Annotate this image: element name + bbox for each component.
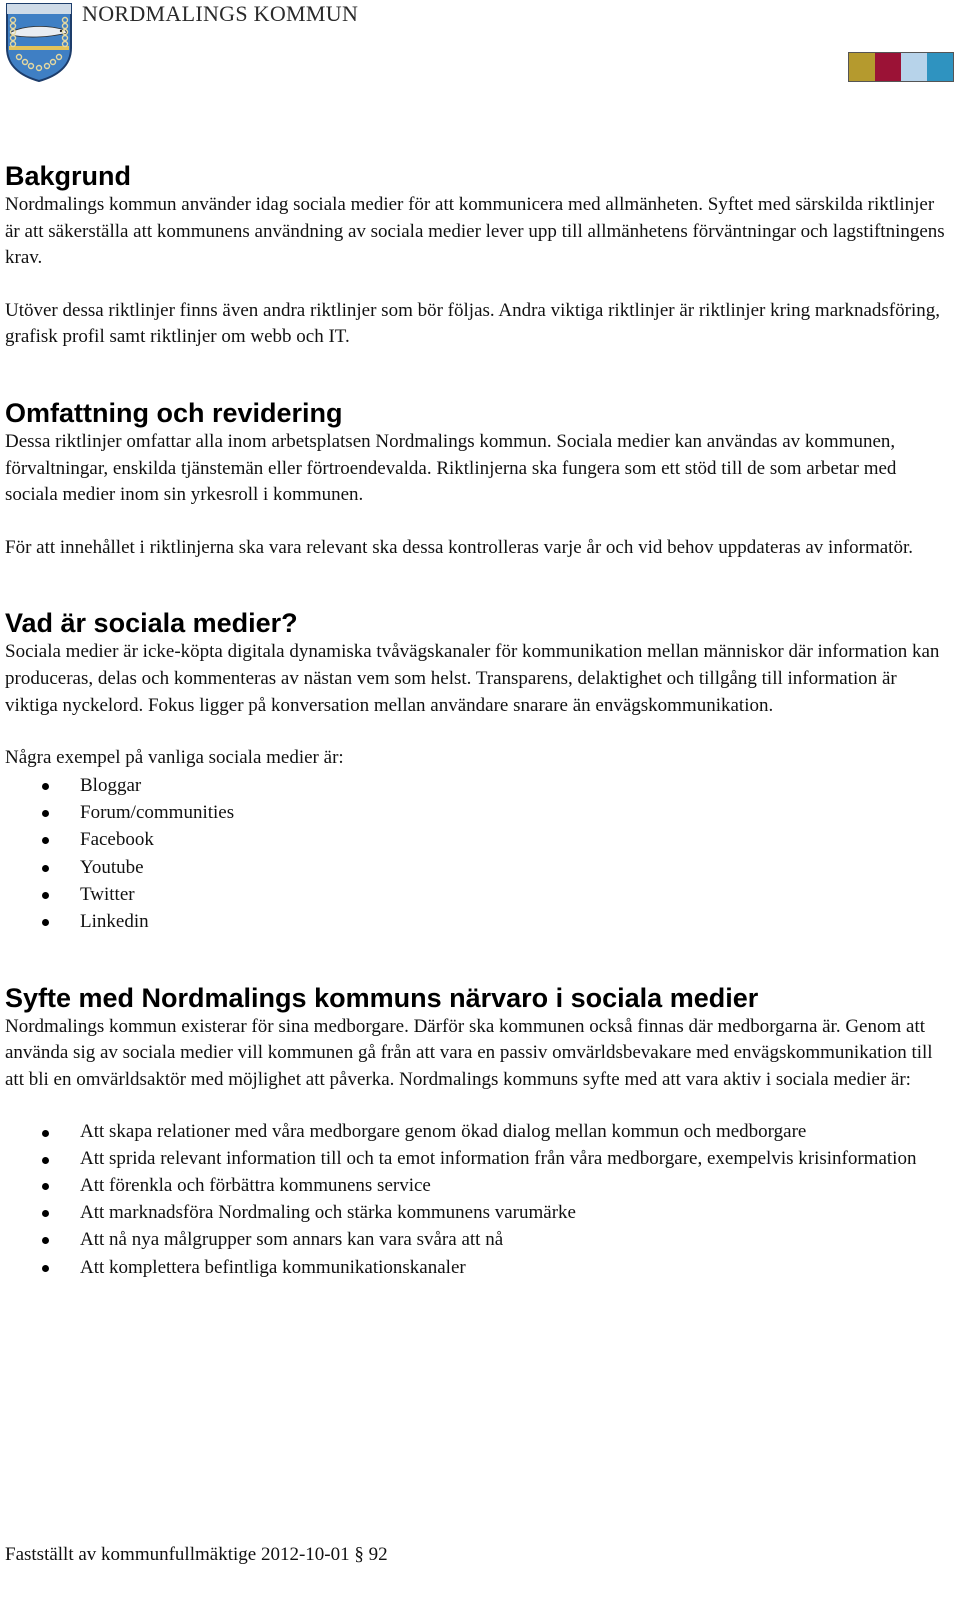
bullet-icon [42, 1210, 49, 1217]
list-item: Att skapa relationer med våra medborgare genom ökad dialog mellan kommun och medborgare [5, 1119, 950, 1145]
syfte-paragraph-1: Nordmalings kommun existerar för sina medborgare. Därför ska kommunen också finnas där medborgarna är. Genom att använda sig av sociala medier vill kommunen gå från att vara en passiv omvärldsbevakare med envägskommunikation till att bli en omvärldsaktör med möjlighet att påverka. Nordmalings kommuns syfte med att vara aktiv i sociala medier är: [5, 1015, 933, 1090]
social-media-examples-list [5, 772, 950, 936]
bullet-icon [42, 1265, 49, 1272]
color-swatch-crimson [875, 53, 901, 81]
section-heading-omfattning: Omfattning och revidering [5, 397, 343, 428]
list-item: Att förenkla och förbättra kommunens service [5, 1172, 950, 1199]
bullet-icon [42, 865, 49, 872]
omfattning-paragraph-1: Dessa riktlinjer omfattar alla inom arbetsplatsen Nordmalings kommun. Sociala medier kan användas av kommunen, förvaltningar, enskilda tjänstemän eller förtroendevalda. Riktlinjerna ska fungera som ett stöd till de som arbetar med sociala medier inom sin yrkesroll i kommunen. [5, 430, 897, 506]
vad-paragraph-2: Några exempel på vanliga sociala medier är: [5, 747, 344, 769]
brand-color-strip [848, 52, 954, 82]
section-heading-vad: Vad är sociala medier? [5, 608, 298, 639]
list-item: Att nå nya målgrupper som annars kan vara svåra att nå [5, 1226, 950, 1253]
bakgrund-paragraph-1: Nordmalings kommun använder idag sociala medier för att kommunicera med allmänheten. Syftet med särskilda riktlinjer är att säkerställa att kommunens användning av sociala medier lever upp till allmänhetens förväntningar och lagstiftningens krav. [5, 194, 945, 269]
vad-paragraph-1: Sociala medier är icke-köpta digitala dynamiska tvåvägskanaler för kommunikation mellan människor där information kan produceras, delas och kommenteras av nästan vem som helst. Transparens, delaktighet och tillgång till information är viktiga nyckelord. Fokus ligger på konversation mellan användare snarare än envägskommunikation. [5, 641, 940, 716]
list-item: Att marknadsföra Nordmaling och stärka kommunens varumärke [5, 1199, 950, 1226]
bullet-icon [42, 837, 49, 844]
document-footer: Fastställt av kommunfullmäktige 2012-10-01 § 92 [5, 1544, 388, 1565]
list-item: Bloggar [5, 772, 950, 799]
page-header [0, 0, 960, 90]
section-heading-syfte: Syfte med Nordmalings kommuns närvaro i sociala medier [5, 982, 759, 1013]
list-item: Att sprida relevant information till och ta emot information från våra medborgare, exempelvis krisinformation [5, 1146, 950, 1172]
document-body [5, 160, 950, 1281]
bullet-icon [42, 810, 49, 817]
bullet-icon [42, 1130, 49, 1137]
bullet-icon [42, 1157, 49, 1164]
color-swatch-gold [849, 53, 875, 81]
bakgrund-paragraph-2: Utöver dessa riktlinjer finns även andra riktlinjer som bör följas. Andra viktiga riktlinjer är riktlinjer kring marknadsföring, grafisk profil samt riktlinjer om webb och IT. [5, 299, 940, 348]
nordmaling-coat-of-arms-icon [5, 2, 73, 82]
section-heading-bakgrund: Bakgrund [5, 161, 132, 191]
bullet-icon [42, 1183, 49, 1190]
list-item: Linkedin [5, 908, 950, 935]
purpose-list [5, 1119, 950, 1281]
organization-name: NORDMALINGS KOMMUN [82, 1, 359, 26]
color-swatch-blue [927, 53, 953, 81]
list-item: Att komplettera befintliga kommunikationskanaler [5, 1254, 950, 1281]
bullet-icon [42, 783, 49, 790]
color-swatch-light-blue [901, 53, 927, 81]
omfattning-paragraph-2: För att innehållet i riktlinjerna ska vara relevant ska dessa kontrolleras varje år och vid behov uppdateras av informatör. [5, 536, 913, 558]
bullet-icon [42, 919, 49, 926]
bullet-icon [42, 892, 49, 899]
list-item: Facebook [5, 826, 950, 853]
list-item: Forum/communities [5, 799, 950, 826]
list-item: Twitter [5, 881, 950, 908]
list-item: Youtube [5, 854, 950, 881]
bullet-icon [42, 1237, 49, 1244]
